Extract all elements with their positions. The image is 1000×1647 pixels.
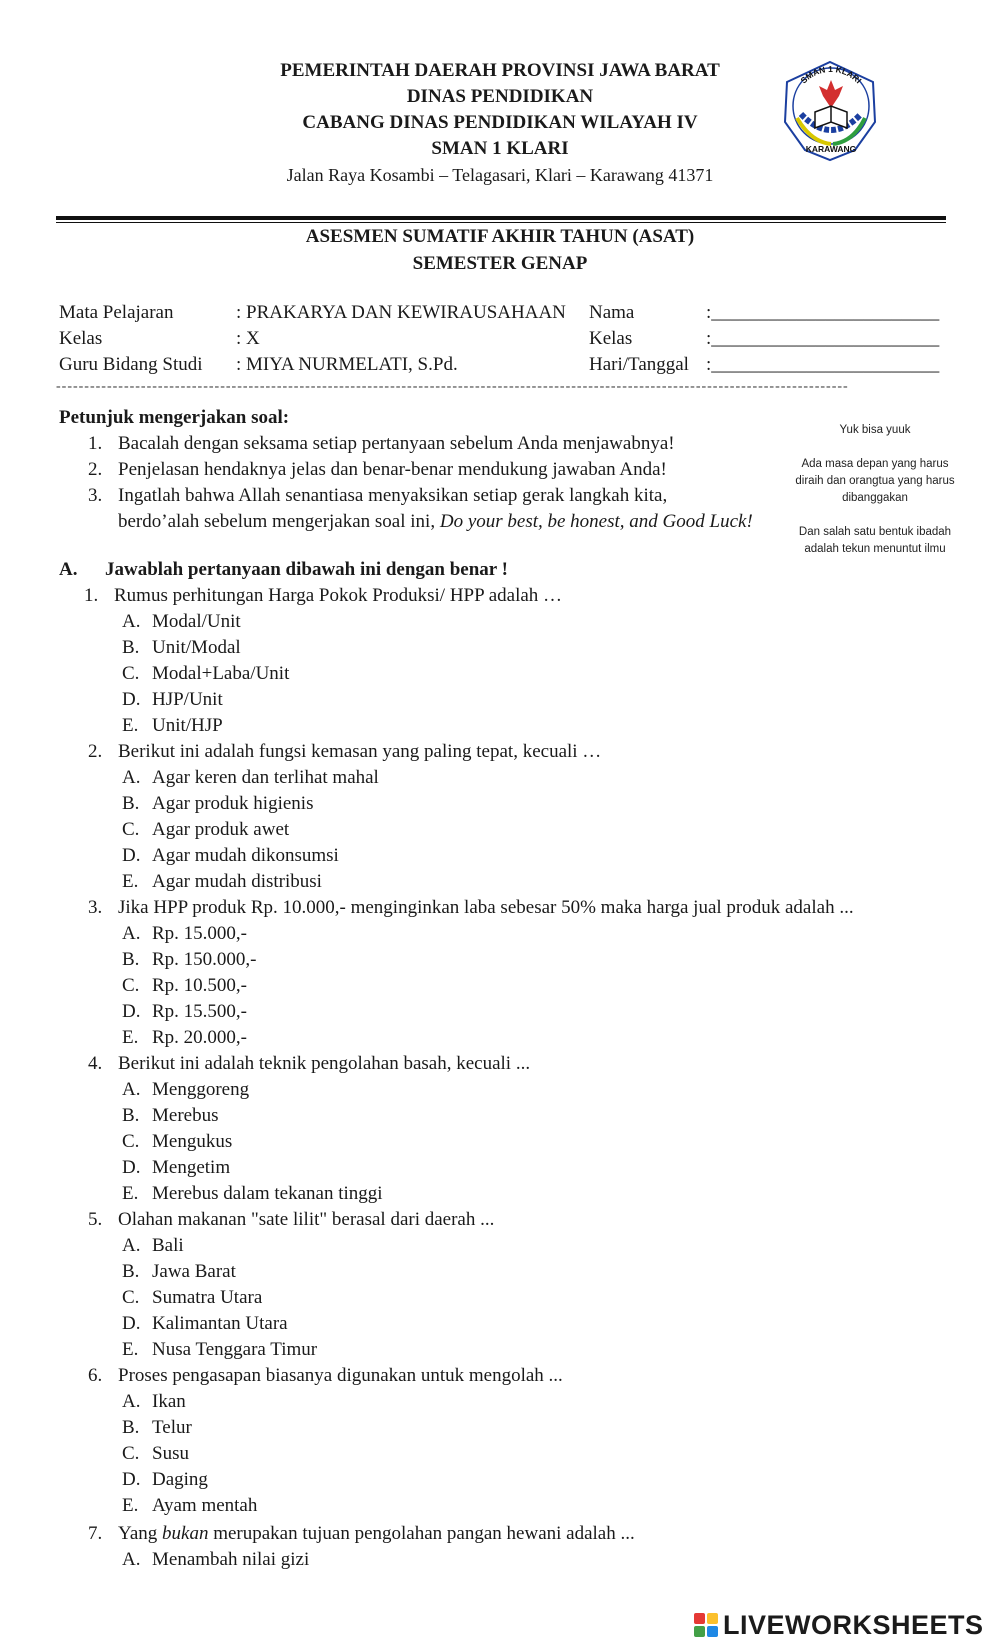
option-key: B. <box>122 1417 140 1438</box>
instructions-heading: Petunjuk mengerjakan soal: <box>59 407 290 428</box>
question-number: 2. <box>88 741 103 762</box>
liveworksheets-logo-icon <box>693 1612 719 1638</box>
option-text: Agar produk higienis <box>152 793 314 814</box>
header-line-3: CABANG DINAS PENDIDIKAN WILAYAH IV <box>302 112 698 133</box>
option-text: Mengetim <box>152 1157 231 1178</box>
liveworksheets-wordmark: LIVEWORKSHEETS <box>723 1610 984 1640</box>
question-number: 5. <box>88 1209 103 1230</box>
instruction-text: berdo’alah sebelum mengerjakan soal ini, <box>118 511 436 532</box>
question-text: Berikut ini adalah teknik pengolahan basah, kecuali ... <box>118 1053 531 1074</box>
option-key: C. <box>122 819 140 840</box>
info-value-teacher: : MIYA NURMELATI, S.Pd. <box>236 354 458 375</box>
option-text: Merebus dalam tekanan tinggi <box>152 1183 383 1204</box>
option-key: C. <box>122 1287 140 1308</box>
option-key: A. <box>122 1235 141 1256</box>
question-text: Berikut ini adalah fungsi kemasan yang paling tepat, kecuali … <box>118 741 602 762</box>
option-key: D. <box>122 1469 141 1490</box>
header-divider <box>56 216 946 220</box>
option-text: Unit/HJP <box>152 715 223 736</box>
emblem-top-text: SMAN 1 KLARI <box>798 63 864 86</box>
motivation-text: dibanggakan <box>842 492 908 504</box>
question-text: Jika HPP produk Rp. 10.000,- menginginkan laba sebesar 50% maka harga jual produk adalah ... <box>118 897 854 918</box>
option-key: A. <box>122 611 141 632</box>
info-label-date: Hari/Tanggal <box>589 354 689 375</box>
question-number: 7. <box>88 1523 103 1544</box>
instruction-text: Penjelasan hendaknya jelas dan benar-benar mendukung jawaban Anda! <box>118 459 667 480</box>
option-key: D. <box>122 1313 141 1334</box>
option-text: Daging <box>152 1469 208 1490</box>
header-line-4: SMAN 1 KLARI <box>431 138 569 159</box>
option-key: E. <box>122 1495 139 1516</box>
option-key: D. <box>122 845 141 866</box>
question-text: Olahan makanan "sate lilit" berasal dari daerah ... <box>118 1209 495 1230</box>
option-text: Kalimantan Utara <box>152 1313 288 1334</box>
option-key: E. <box>122 715 139 736</box>
question-text <box>118 1521 635 1547</box>
option-key: C. <box>122 975 140 996</box>
option-text: Bali <box>152 1235 184 1256</box>
option-key: B. <box>122 949 140 970</box>
option-text: Telur <box>152 1417 192 1438</box>
info-label-name: Nama <box>589 302 635 323</box>
option-key: A. <box>122 1549 141 1570</box>
question-number: 3. <box>88 897 103 918</box>
motivation-text: Dan salah satu bentuk ibadah <box>798 526 952 538</box>
instruction-text: Ingatlah bahwa Allah senantiasa menyaksikan setiap gerak langkah kita, <box>118 485 668 506</box>
info-value-class: : X <box>236 328 260 349</box>
instruction-text: Bacalah dengan seksama setiap pertanyaan sebelum Anda menjawabnya! <box>118 433 675 454</box>
info-label-class: Kelas <box>59 328 103 349</box>
option-text: Sumatra Utara <box>152 1287 263 1308</box>
option-text: HJP/Unit <box>152 689 223 710</box>
motivation-text: adalah tekun menuntut ilmu <box>804 543 946 555</box>
question-text-part: merupakan tujuan pengolahan pangan hewani adalah ... <box>213 1523 635 1544</box>
question-number: 6. <box>88 1365 103 1386</box>
option-text: Ikan <box>152 1391 186 1412</box>
option-text: Agar mudah dikonsumsi <box>152 845 339 866</box>
option-key: D. <box>122 1157 141 1178</box>
motivation-text: diraih dan orangtua yang harus <box>795 475 955 487</box>
option-text: Agar produk awet <box>152 819 290 840</box>
option-text: Jawa Barat <box>152 1261 236 1282</box>
option-key: B. <box>122 637 140 658</box>
option-text: Mengukus <box>152 1131 233 1152</box>
option-key: E. <box>122 1339 139 1360</box>
option-text: Rp. 15.000,- <box>152 923 247 944</box>
option-text: Menambah nilai gizi <box>152 1549 310 1570</box>
option-key: A. <box>122 923 141 944</box>
info-label-teacher: Guru Bidang Studi <box>59 354 203 375</box>
option-text: Rp. 10.500,- <box>152 975 247 996</box>
option-key: C. <box>122 1131 140 1152</box>
question-number: 1. <box>84 585 99 606</box>
liveworksheets-branding <box>693 1610 993 1640</box>
info-label-subject: Mata Pelajaran <box>59 302 174 323</box>
school-address: Jalan Raya Kosambi – Telagasari, Klari – Karawang 41371 <box>286 165 714 185</box>
exam-title <box>200 223 800 277</box>
exam-title-line-2: SEMESTER GENAP <box>412 253 588 274</box>
option-text: Unit/Modal <box>152 637 241 658</box>
option-text: Menggoreng <box>152 1079 250 1100</box>
option-key: E. <box>122 871 139 892</box>
option-key: E. <box>122 1027 139 1048</box>
option-text: Merebus <box>152 1105 219 1126</box>
date-field[interactable]: :________________________ <box>706 354 940 375</box>
option-text: Susu <box>152 1443 189 1464</box>
instruction-number: 3. <box>88 485 103 506</box>
option-key: B. <box>122 1105 140 1126</box>
section-title: Jawablah pertanyaan dibawah ini dengan benar ! <box>105 559 508 580</box>
question-text-italic: bukan <box>162 1523 209 1544</box>
motivation-block-2 <box>790 456 960 507</box>
question-text-part: Yang <box>118 1523 158 1544</box>
question-text: Rumus perhitungan Harga Pokok Produksi/ HPP adalah … <box>114 585 563 606</box>
exam-title-line-1: ASESMEN SUMATIF AKHIR TAHUN (ASAT) <box>305 226 695 247</box>
instruction-number: 1. <box>88 433 103 454</box>
option-text: Ayam mentah <box>152 1495 258 1516</box>
option-key: C. <box>122 1443 140 1464</box>
school-emblem-icon <box>775 56 885 164</box>
option-key: E. <box>122 1183 139 1204</box>
option-key: A. <box>122 1079 141 1100</box>
option-key: B. <box>122 793 140 814</box>
dashed-separator: -------------------------------------------------------------------------------------------------------------------------------------------- <box>56 379 849 394</box>
instruction-number: 2. <box>88 459 103 480</box>
info-label-student-class: Kelas <box>589 328 633 349</box>
section-label: A. <box>59 559 78 580</box>
name-field[interactable]: :________________________ <box>706 302 940 323</box>
motivation-block-3 <box>790 524 960 558</box>
question-number: 4. <box>88 1053 103 1074</box>
option-text: Rp. 20.000,- <box>152 1027 247 1048</box>
option-text: Nusa Tenggara Timur <box>152 1339 318 1360</box>
header-line-2: DINAS PENDIDIKAN <box>406 86 594 107</box>
question-text: Proses pengasapan biasanya digunakan untuk mengolah ... <box>118 1365 563 1386</box>
emblem-bottom-text: KARAWANG <box>805 144 857 154</box>
option-key: A. <box>122 767 141 788</box>
option-key: D. <box>122 1001 141 1022</box>
option-text: Agar mudah distribusi <box>152 871 322 892</box>
option-text: Modal+Laba/Unit <box>152 663 290 684</box>
instruction-italic-text: Do your best, be honest, and Good Luck! <box>439 511 753 532</box>
motivation-text: Ada masa depan yang harus <box>801 458 949 470</box>
class-field[interactable]: :________________________ <box>706 328 940 349</box>
option-text: Modal/Unit <box>152 611 241 632</box>
option-key: B. <box>122 1261 140 1282</box>
option-key: D. <box>122 689 141 710</box>
option-text: Agar keren dan terlihat mahal <box>152 767 379 788</box>
option-key: A. <box>122 1391 141 1412</box>
info-value-subject: : PRAKARYA DAN KEWIRAUSAHAAN <box>236 302 566 323</box>
header-line-1: PEMERINTAH DAERAH PROVINSI JAWA BARAT <box>280 60 720 81</box>
option-text: Rp. 150.000,- <box>152 949 257 970</box>
option-text: Rp. 15.500,- <box>152 1001 247 1022</box>
option-key: C. <box>122 663 140 684</box>
letterhead <box>200 58 800 188</box>
motivation-line-1: Yuk bisa yuuk <box>839 424 911 436</box>
